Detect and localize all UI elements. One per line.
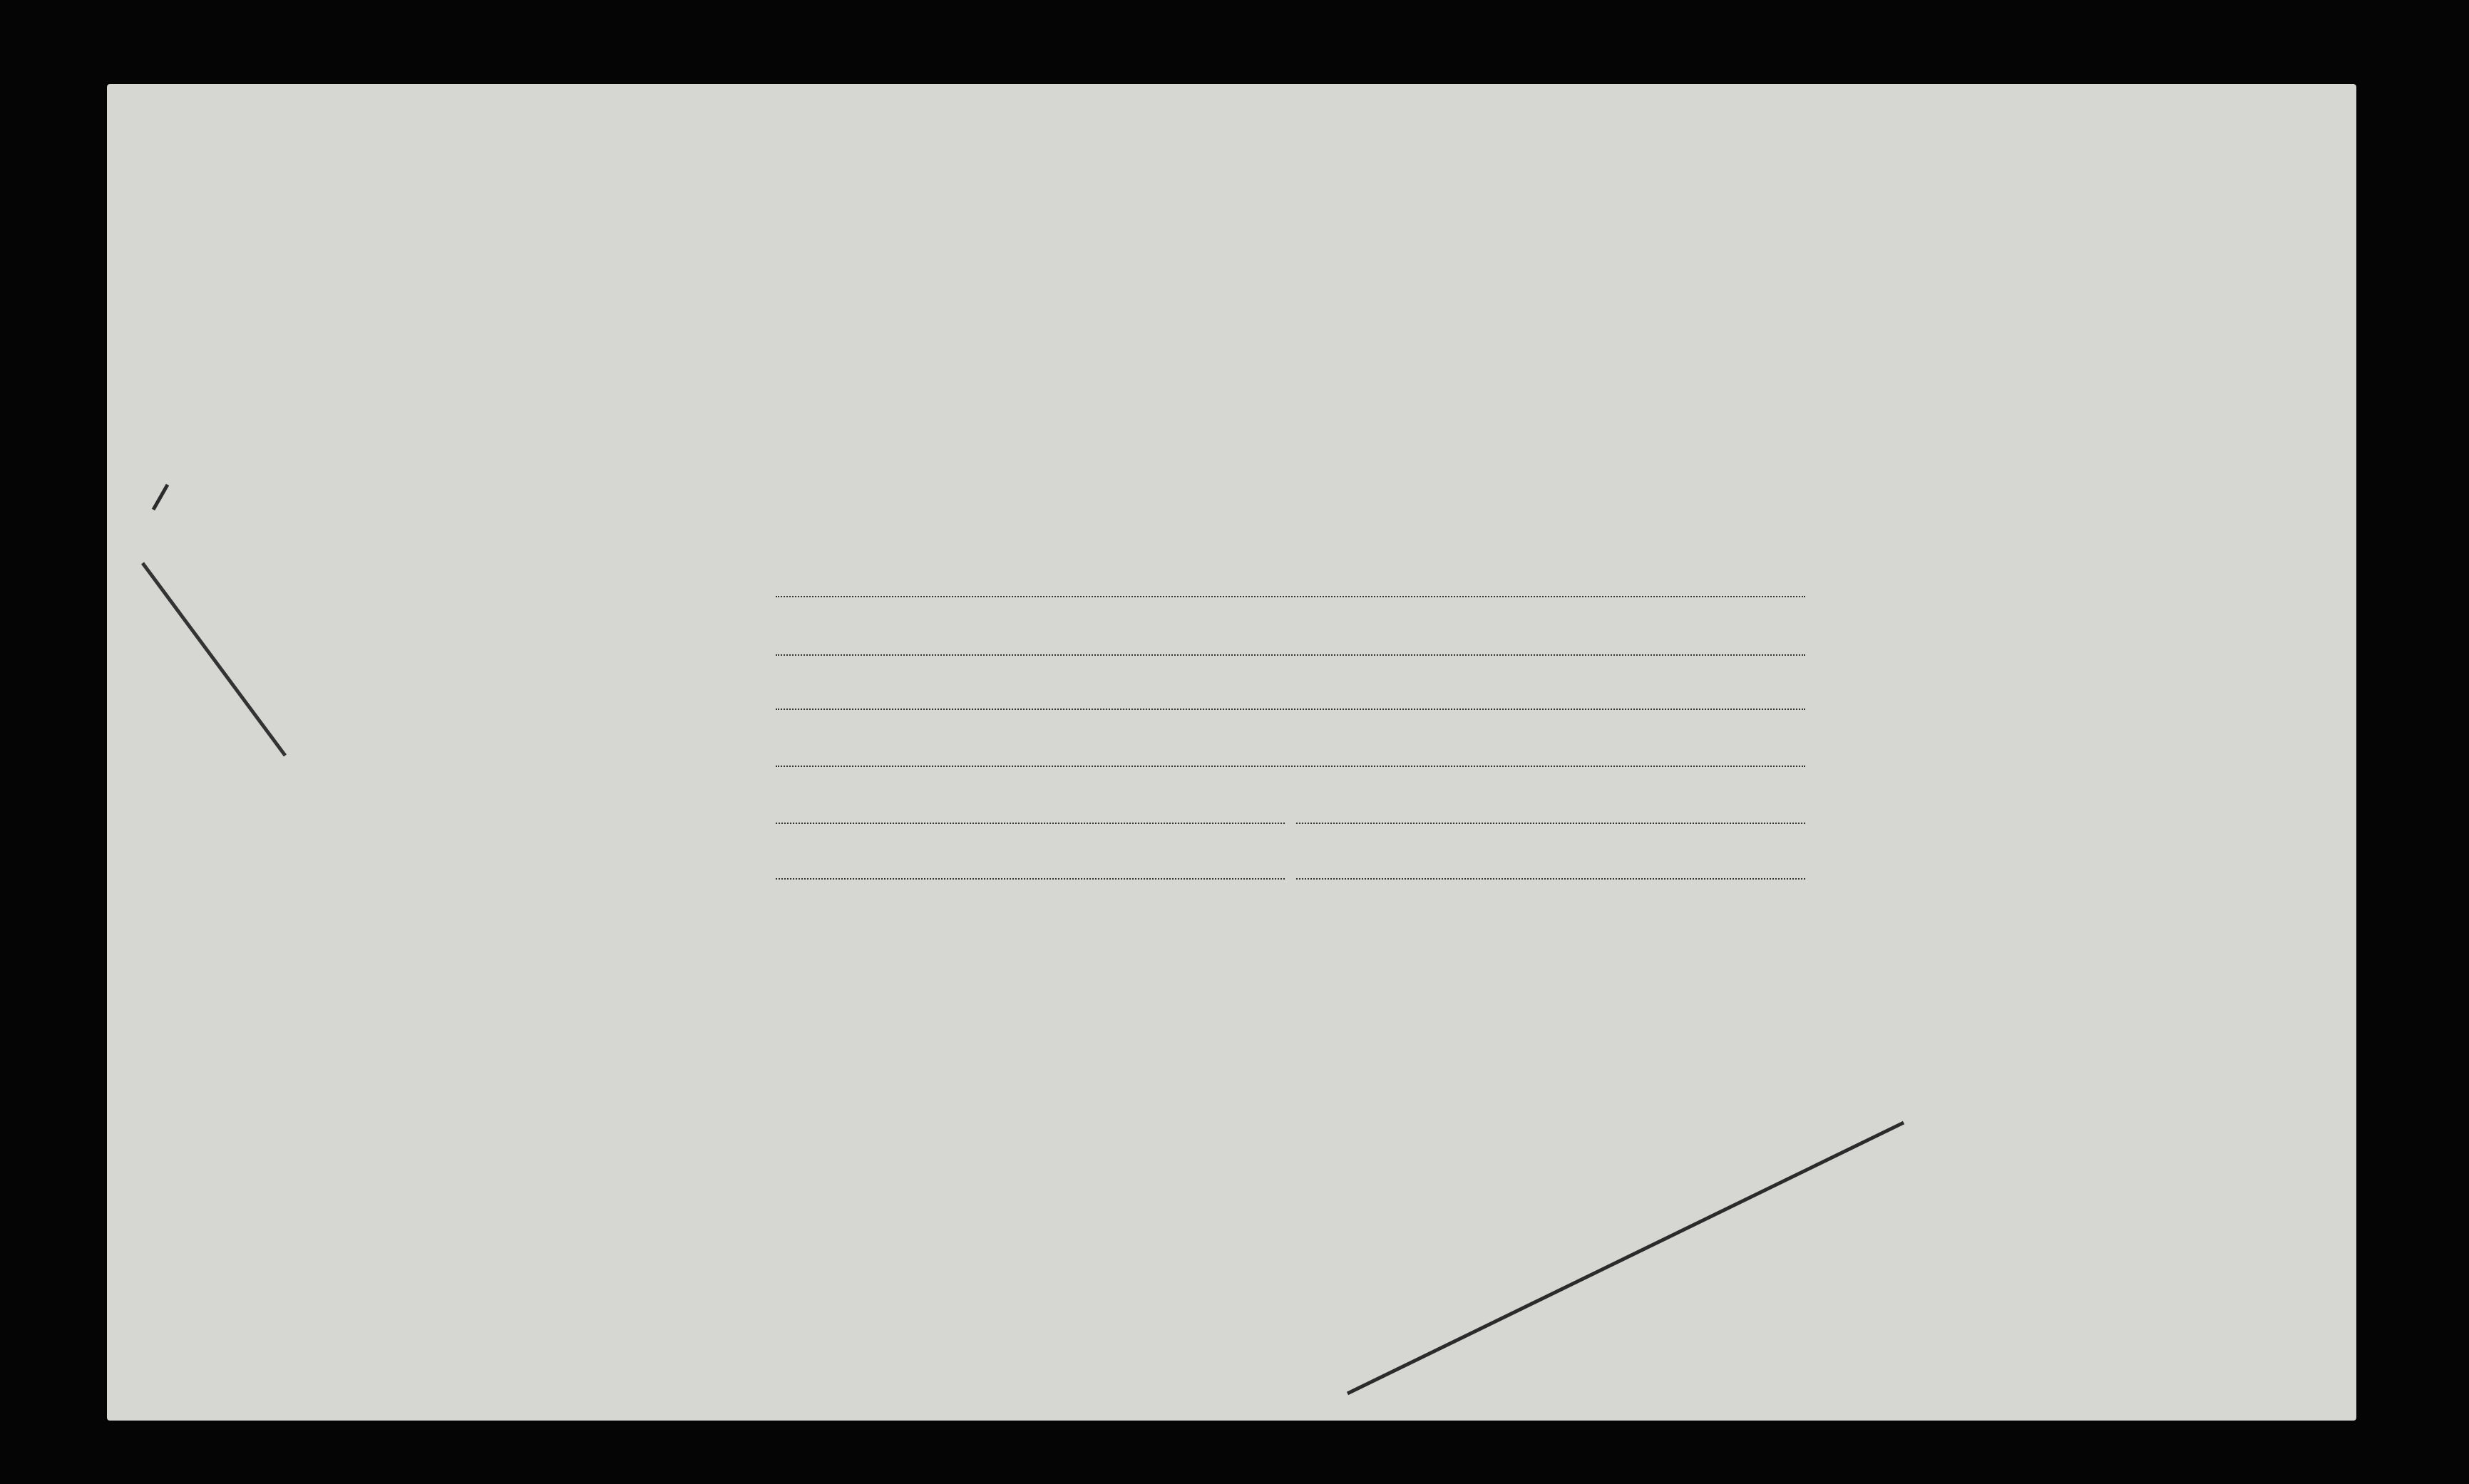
has-vineyard bbox=[403, 865, 545, 896]
group-vne-nadel bbox=[121, 1240, 164, 1361]
question-land-type bbox=[770, 689, 1811, 716]
question-owner-cont bbox=[770, 576, 1811, 603]
workers-vertical bbox=[342, 470, 392, 898]
has-label bbox=[403, 784, 545, 815]
group-nadel bbox=[121, 1115, 164, 1237]
korney-header bbox=[642, 773, 734, 802]
trade-name-header bbox=[403, 503, 638, 538]
question-farming bbox=[770, 746, 1811, 773]
trade-qty-header bbox=[642, 499, 727, 542]
has-orchard bbox=[403, 825, 545, 857]
population-vertical bbox=[1847, 470, 1889, 898]
sdacha-title bbox=[1333, 938, 2346, 967]
arenda-title bbox=[314, 938, 1333, 967]
question-market bbox=[770, 858, 1811, 885]
question-other-land bbox=[770, 634, 1811, 661]
private-title bbox=[770, 476, 1825, 512]
trade-title bbox=[403, 454, 720, 493]
desyat-header bbox=[549, 773, 642, 802]
question-village bbox=[770, 803, 1811, 830]
